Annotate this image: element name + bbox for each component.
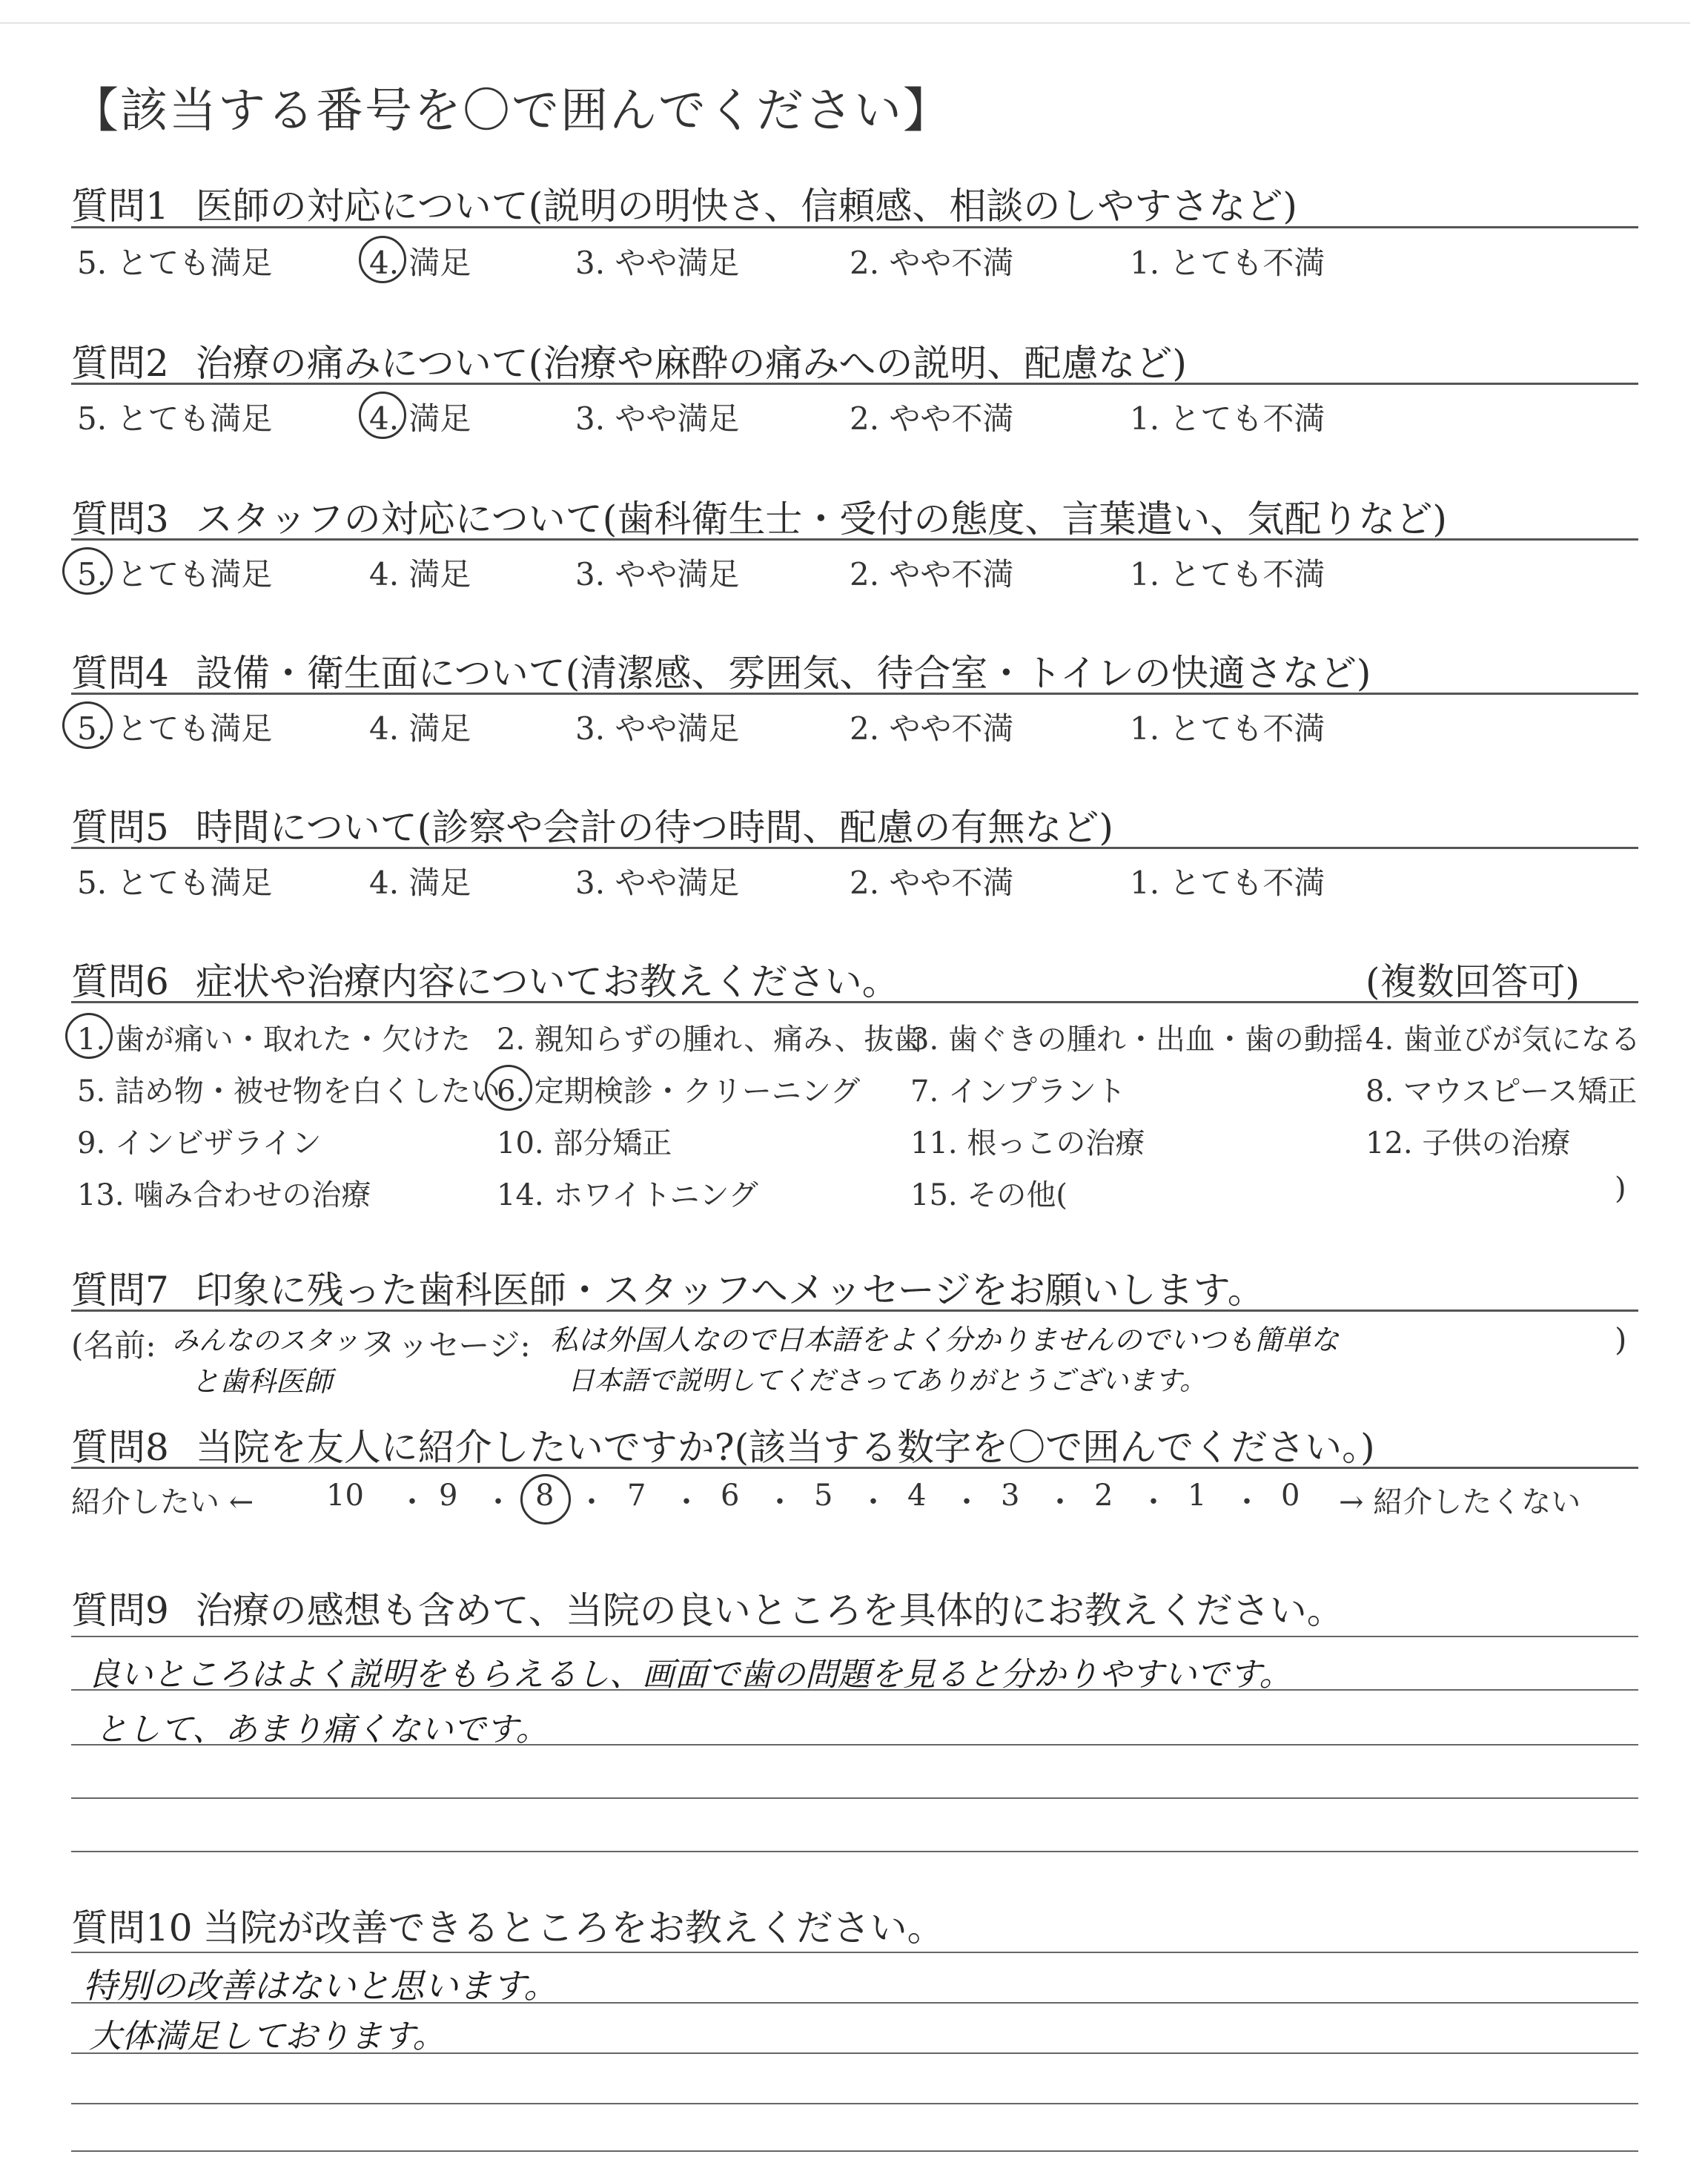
answer-circle xyxy=(65,1013,113,1059)
page-title: 【該当する番号を〇で囲んでください】 xyxy=(71,84,952,139)
answer-circle xyxy=(520,1474,571,1525)
scale-dot: ・ xyxy=(483,1485,513,1519)
handwritten-answer-line-1: 特別の改善はないと思います。 xyxy=(83,1966,558,2006)
handwritten-name-line-2: と歯科医師 xyxy=(191,1365,333,1398)
question-rule xyxy=(71,1001,1638,1003)
question-number: 質問1 xyxy=(71,185,169,228)
option-4[interactable]: 4. 満足 xyxy=(369,245,471,281)
scale-dot: ・ xyxy=(577,1485,606,1519)
option-1[interactable]: 1. とても不満 xyxy=(1130,865,1325,901)
question-text: 当院を友人に紹介したいですか?(該当する数字を〇で囲んでください。) xyxy=(195,1426,1375,1469)
q6-option-3[interactable]: 3. 歯ぐきの腫れ・出血・歯の動揺 xyxy=(910,1023,1363,1057)
writing-line xyxy=(71,1797,1638,1799)
writing-line xyxy=(71,1851,1638,1852)
question-text: 時間について(診察や会計の待つ時間、配慮の有無など) xyxy=(195,806,1113,849)
q6-option-13[interactable]: 13. 噛み合わせの治療 xyxy=(77,1178,371,1212)
question-text: スタッフの対応について(歯科衛生士・受付の態度、言葉遣い、気配りなど) xyxy=(195,498,1447,541)
q6-option-4[interactable]: 4. 歯並びが気になる xyxy=(1366,1023,1641,1057)
option-5[interactable]: 5. とても満足 xyxy=(77,245,273,281)
q6-other-close-paren: ) xyxy=(1615,1172,1626,1206)
multiple-answer-note: (複数回答可) xyxy=(1366,960,1580,1003)
message-close-paren: ) xyxy=(1615,1321,1627,1358)
question-heading xyxy=(71,644,1371,697)
question-heading xyxy=(71,798,1113,851)
handwritten-answer-line-2: 大体満足しております。 xyxy=(89,2018,446,2055)
scale-2[interactable]: 2 xyxy=(1094,1479,1113,1513)
answer-circle xyxy=(62,547,113,595)
handwritten-message-line-1: 私は外国人なので日本語をよく分かりませんのでいつも簡単な xyxy=(550,1324,1340,1356)
scale-10[interactable]: 10 xyxy=(326,1479,364,1513)
option-5[interactable]: 5. とても満足 xyxy=(77,865,273,901)
q6-option-6[interactable]: 6. 定期検診・クリーニング xyxy=(497,1074,861,1109)
scale-dot: ・ xyxy=(858,1485,888,1519)
message-label: メッセージ: xyxy=(366,1327,531,1364)
question-heading xyxy=(71,952,899,1005)
handwritten-answer-line-1: 良いところはよく説明をもらえるし、画面で歯の問題を見ると分かりやすいです。 xyxy=(87,1656,1292,1694)
writing-line xyxy=(71,2103,1638,2104)
question-heading xyxy=(71,489,1447,543)
question-number: 質問5 xyxy=(71,806,169,849)
option-2[interactable]: 2. やや不満 xyxy=(850,710,1014,747)
question-number: 質問7 xyxy=(71,1269,169,1312)
q6-option-8[interactable]: 8. マウスピース矯正 xyxy=(1366,1074,1638,1109)
option-5[interactable]: 5. とても満足 xyxy=(77,556,273,592)
question-number: 質問3 xyxy=(71,498,169,541)
option-1[interactable]: 1. とても不満 xyxy=(1130,400,1325,437)
option-3[interactable]: 3. やや満足 xyxy=(575,400,740,437)
recommend-left-label: 紹介したい ← xyxy=(71,1485,254,1519)
q6-option-15[interactable]: 15. その他( xyxy=(910,1178,1068,1212)
question-text: 治療の痛みについて(治療や麻酔の痛みへの説明、配慮など) xyxy=(195,342,1187,385)
option-2[interactable]: 2. やや不満 xyxy=(850,400,1014,437)
option-4[interactable]: 4. 満足 xyxy=(369,556,471,592)
question-rule xyxy=(71,693,1638,695)
question-text: 設備・衛生面について(清潔感、雰囲気、待合室・トイレの快適さなど) xyxy=(195,652,1371,695)
scale-0[interactable]: 0 xyxy=(1281,1479,1300,1513)
option-5[interactable]: 5. とても満足 xyxy=(77,400,273,437)
option-3[interactable]: 3. やや満足 xyxy=(575,710,740,747)
option-2[interactable]: 2. やや不満 xyxy=(850,245,1014,281)
writing-line xyxy=(71,1952,1638,1953)
handwritten-name-line-1: みんなのスタッフ xyxy=(172,1326,386,1356)
q6-option-10[interactable]: 10. 部分矯正 xyxy=(497,1126,672,1160)
option-2[interactable]: 2. やや不満 xyxy=(850,556,1014,592)
scale-3[interactable]: 3 xyxy=(1001,1479,1020,1513)
option-1[interactable]: 1. とても不満 xyxy=(1130,710,1325,747)
q6-option-2[interactable]: 2. 親知らずの腫れ、痛み、抜歯 xyxy=(497,1023,924,1057)
option-4[interactable]: 4. 満足 xyxy=(369,400,471,437)
answer-circle xyxy=(359,392,406,439)
question-rule xyxy=(71,538,1638,541)
question-heading xyxy=(71,1898,944,1952)
question-rule xyxy=(71,383,1638,385)
scan-edge xyxy=(0,22,1690,24)
q6-option-9[interactable]: 9. インビザライン xyxy=(77,1126,322,1160)
option-3[interactable]: 3. やや満足 xyxy=(575,556,740,592)
question-number: 質問9 xyxy=(71,1589,169,1632)
handwritten-answer-line-2: として、あまり痛くないです。 xyxy=(95,1711,549,1748)
scale-dot: ・ xyxy=(672,1485,701,1519)
option-1[interactable]: 1. とても不満 xyxy=(1130,556,1325,592)
recommend-right-label: → 紹介したくない xyxy=(1339,1485,1581,1519)
scale-dot: ・ xyxy=(397,1485,427,1519)
scale-8[interactable]: 8 xyxy=(535,1479,555,1513)
q6-option-12[interactable]: 12. 子供の治療 xyxy=(1366,1126,1571,1160)
question-number: 質問10 xyxy=(71,1906,193,1949)
option-4[interactable]: 4. 満足 xyxy=(369,865,471,901)
question-text: 症状や治療内容についてお教えください。 xyxy=(195,960,899,1003)
question-heading xyxy=(71,1418,1375,1471)
question-number: 質問8 xyxy=(71,1426,169,1469)
answer-circle xyxy=(485,1065,532,1111)
q6-option-11[interactable]: 11. 根っこの治療 xyxy=(910,1126,1145,1160)
question-text: 医師の対応について(説明の明快さ、信頼感、相談のしやすさなど) xyxy=(195,185,1297,228)
question-heading xyxy=(71,176,1297,230)
question-heading xyxy=(71,1261,1265,1314)
option-5[interactable]: 5. とても満足 xyxy=(77,710,273,747)
option-1[interactable]: 1. とても不満 xyxy=(1130,245,1325,281)
option-3[interactable]: 3. やや満足 xyxy=(575,865,740,901)
scale-dot: ・ xyxy=(1045,1485,1075,1519)
scale-7[interactable]: 7 xyxy=(627,1479,646,1513)
question-text: 治療の感想も含めて、当院の良いところを具体的にお教えください。 xyxy=(195,1589,1344,1632)
scale-dot: ・ xyxy=(765,1485,795,1519)
scale-dot: ・ xyxy=(1139,1485,1168,1519)
writing-line xyxy=(71,1636,1638,1637)
question-text: 印象に残った歯科医師・スタッフへメッセージをお願いします。 xyxy=(195,1269,1265,1312)
writing-line xyxy=(71,2150,1638,2152)
q6-option-1[interactable]: 1. 歯が痛い・取れた・欠けた xyxy=(77,1023,471,1057)
question-heading xyxy=(71,1581,1344,1634)
question-rule xyxy=(71,1309,1638,1312)
question-rule xyxy=(71,1467,1638,1469)
scale-dot: ・ xyxy=(1232,1485,1262,1519)
scale-dot: ・ xyxy=(952,1485,982,1519)
scale-6[interactable]: 6 xyxy=(721,1479,740,1513)
scale-4[interactable]: 4 xyxy=(907,1479,927,1513)
scale-5[interactable]: 5 xyxy=(814,1479,833,1513)
question-rule xyxy=(71,226,1638,228)
q6-option-14[interactable]: 14. ホワイトニング xyxy=(497,1178,758,1212)
question-rule xyxy=(71,847,1638,849)
answer-circle xyxy=(62,701,113,749)
answer-circle xyxy=(359,236,406,283)
handwritten-message-line-2: 日本語で説明してくださってありがとうございます。 xyxy=(568,1366,1207,1396)
question-number: 質問4 xyxy=(71,652,169,695)
option-2[interactable]: 2. やや不満 xyxy=(850,865,1014,901)
question-number: 質問2 xyxy=(71,342,169,385)
question-text: 当院が改善できるところをお教えください。 xyxy=(202,1906,944,1949)
scale-1[interactable]: 1 xyxy=(1188,1479,1207,1513)
question-number: 質問6 xyxy=(71,960,169,1003)
option-4[interactable]: 4. 満足 xyxy=(369,710,471,747)
q6-option-7[interactable]: 7. インプラント xyxy=(910,1074,1126,1109)
q6-option-5[interactable]: 5. 詰め物・被せ物を白くしたい xyxy=(77,1074,500,1109)
option-3[interactable]: 3. やや満足 xyxy=(575,245,740,281)
scale-9[interactable]: 9 xyxy=(439,1479,458,1513)
question-heading xyxy=(71,334,1187,387)
name-label: (名前: xyxy=(71,1327,156,1364)
